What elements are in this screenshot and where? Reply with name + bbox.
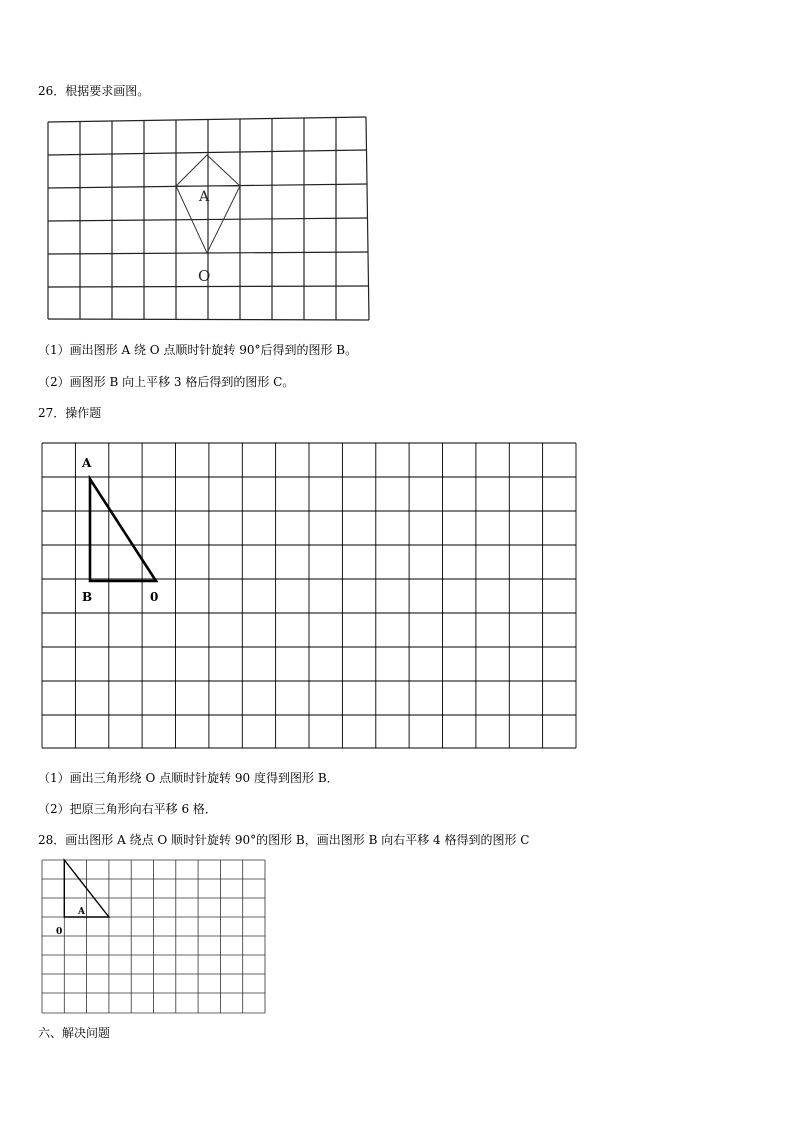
- q27-label-o: 0: [150, 590, 159, 604]
- q27-triangle: [90, 479, 156, 581]
- q28-label-a: A: [78, 907, 85, 917]
- q27-instruction-1: （1）画出三角形绕 O 点顺时针旋转 90 度得到图形 B．: [38, 771, 339, 785]
- q26-label-o: O: [198, 267, 211, 285]
- q26-instruction-2: （2）画图形 B 向上平移 3 格后得到的图形 C。: [38, 375, 295, 389]
- q27-label-a: A: [82, 456, 92, 470]
- q26-grid: [48, 117, 369, 320]
- q26-heading: 26．根据要求画图。: [38, 84, 150, 98]
- q28-label-o: 0: [56, 927, 63, 937]
- q27-heading: 27．操作题: [38, 406, 102, 420]
- section-6-heading: 六、解决问题: [38, 1026, 111, 1040]
- q28-grid: [42, 860, 265, 1013]
- q26-label-a: A: [199, 189, 210, 205]
- q27-instruction-2: （2）把原三角形向右平移 6 格．: [38, 802, 217, 816]
- q26-instruction-1: （1）画出图形 A 绕 O 点顺时针旋转 90°后得到的图形 B。: [38, 343, 358, 357]
- q27-grid: [42, 443, 576, 748]
- q27-label-b: B: [82, 590, 93, 604]
- q28-heading: 28．画出图形 A 绕点 O 顺时针旋转 90°的图形 B，画出图形 B 向右平移 4 格得到的图形 C: [38, 833, 530, 847]
